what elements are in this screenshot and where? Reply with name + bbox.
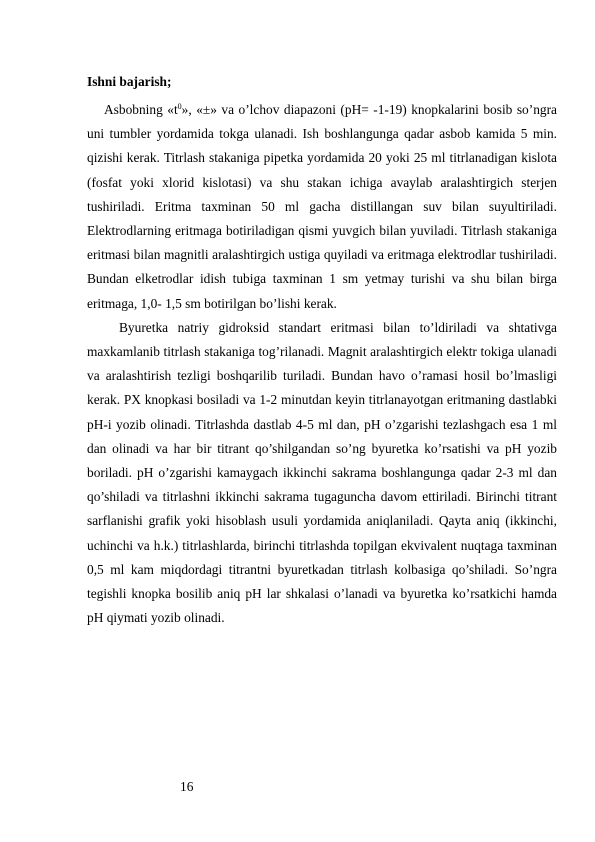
degree-superscript: 0: [177, 102, 182, 111]
page-number: 16: [180, 779, 194, 794]
paragraph-rest-text: », «±» va o’lchov diapazoni (pH= -1-19) knopkalarini bosib so’ngra uni tumbler yordamida tokga ulanadi. Ish boshlangunga qadar asbob kamida 5 min. qizishi kerak. Titrlash stakaniga pipetka yordamida 20 yoki 25 ml titrlanadigan kislota (fosfat yoki xlorid kislotasi) va shu stakan ichiga avaylab aralashtirgich sterjen tushiriladi. Eritma taxminan 50 ml gacha distillangan suv bilan suyultiriladi. Elektrodlarning eritmaga botiriladigan qismi yuvgich bilan yuviladi. Titrlash stakaniga eritmasi bilan magnitli aralashtirgich ustiga quyiladi va eritmaga elektrodlar tushiriladi. Bundan elketrodlar idish tubiga taxminan 1 sm yetmay turishi va shu bilan birga eritmaga, 1,0- 1,5 sm botirilgan bo’lishi kerak.: [87, 102, 557, 311]
paragraph-titration: Byuretka natriy gidroksid standart eritmasi bilan to’ldiriladi va shtativga maxkamlanib titrlash stakaniga tog’rilanadi. Magnit aralashtirgich elektr tokiga ulanadi va aralashtirish tezligi boshqarilib turiladi. Bundan havo o’ramasi hosil bo’lmasligi kerak. PX knopkasi bosiladi va 1-2 minutdan keyin titrlanayotgan eritmaning dastlabki pH-i yozib olinadi. Titrlashda dastlab 4-5 ml dan, pH o’zgarishi tezlashgach esa 1 ml dan olinadi va har bir titrant qo’shilgandan so’ng byuretka ko’rsatishi va pH yozib boriladi. pH o’zgarishi kamaygach ikkinchi sakrama boshlangunga qadar 2-3 ml dan qo’shiladi va titrlashni ikkinchi sakrama tugaguncha davom ettiriladi. Birinchi titrant sarflanishi grafik yoki hisoblash usuli yordamida aniqlaniladi. Qayta aniq (ikkinchi, uchinchi va h.k.) titrlashlarda, birinchi titrlashda topilgan ekvivalent nuqtaga taxminan 0,5 ml kam miqdordagi titrantni byuretkadan titrlash kolbasiga qo’shiladi. So’ngra tegishli knopka bosilib aniq pH lar shkalasi o’lanadi va byuretka ko’rsatkichi hamda pH qiymati yozib olinadi.: [87, 319, 557, 626]
paragraph-lead-text: Asbobning «t: [104, 102, 178, 117]
body-text: [87, 98, 557, 630]
paragraph-procedure-setup: [87, 98, 557, 316]
section-heading: Ishni bajarish;: [87, 74, 172, 89]
